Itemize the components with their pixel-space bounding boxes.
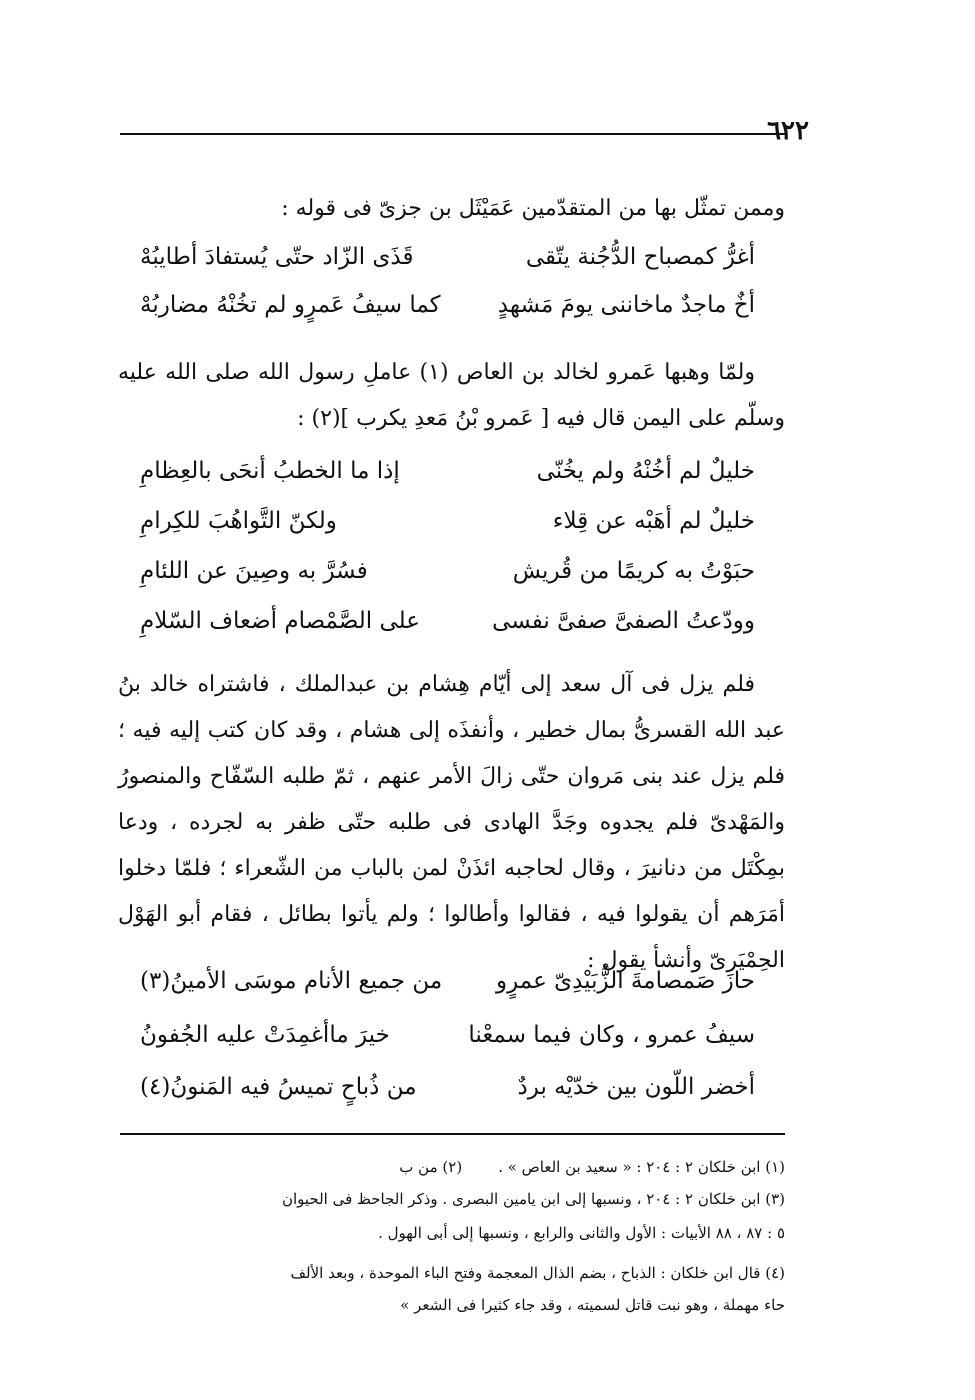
verse-first-hemistich: حبَوْتُ به كريمًا من قُريش — [512, 558, 755, 584]
verse-line — [140, 458, 785, 502]
page-number: ٦٢٢ — [767, 116, 809, 146]
verse-second-hemistich: على الصَّمْصام أضعاف السّلامِ — [140, 608, 421, 634]
verse-line — [140, 558, 785, 602]
verse-first-hemistich: خليلٌ لم أخُنْهُ ولم يخُنّى — [536, 458, 755, 484]
verse-line — [140, 244, 785, 288]
intro-line: وممن تمثّل بها من المتقدّمين عَمَيْثَل بن جزىّ فى قوله : — [281, 196, 785, 221]
verse-first-hemistich: خليلٌ لم أهَبْه عن قِلاء — [552, 508, 755, 534]
verse-first-hemistich: أخضر اللّون بين خدّيْه بردٌ — [517, 1074, 755, 1100]
footnote-line — [120, 1152, 785, 1182]
verse-second-hemistich: من جميع الأنام موسَى الأمينُ(٣) — [140, 968, 443, 994]
verse-line — [140, 292, 785, 336]
paragraph-1: ولمّا وهبها عَمرو لخالد بن العاص (١) عاملِ رسول الله صلى الله عليه وسلّم على اليمن قال فيه [ عَمرو بْنُ مَعدِ يكرب ](٢) : — [118, 360, 785, 431]
footnote-3-line-1: (٣) ابن خلكان ٢ : ٢٠٤ ، ونسبها إلى ابن يامين البصرى . وذكر الجاحظ فى الحيوان — [281, 1190, 785, 1208]
verse-second-hemistich: من ذُباحٍ تميسُ فيه المَنونُ(٤) — [140, 1074, 417, 1100]
verse-first-hemistich: أغرُّ كمصباح الدُّجُنة يتّقى — [525, 244, 755, 270]
verse-second-hemistich: إذا ما الخطبُ أنحَى بالعِظامِ — [140, 458, 400, 484]
footnote-2: (٢) من ب — [399, 1158, 463, 1176]
footnote-4-line-1: (٤) قال ابن خلكان : الذباح ، بضم الذال المعجمة وفتح الباء الموحدة ، وبعد الألف — [290, 1264, 785, 1282]
verse-line — [140, 508, 785, 552]
footnote-1: (١) ابن خلكان ٢ : ٢٠٤ : « سعيد بن العاص » . — [498, 1158, 785, 1176]
paragraph-2: فلم يزل فى آل سعد إلى أيّام هِشام بن عبدالملك ، فاشتراه خالد بنُ عبد الله القسرىُّ بمال خطير ، وأنفذَه إلى هشام ، وقد كان كتب إليه فيه ؛ فلم يزل عند بنى مَروان حتّى زالَ الأمر عنهم ، ثمّ طلبه السّفّاح والمنصورُ والمَهْدىّ فلم يجدوه وجَدَّ الهادى فى طلبه حتّى ظفر به لجرده ، ودعا بمِكْتَل من دنانيرَ ، وقال لحاجبه ائذَنْ لمن بالباب من الشّعراء ؛ فلمّا دخلوا أمَرَهم أن يقولوا فيه ، فقالوا وأطالوا ؛ ولم يأتوا بطائل ، فقام أبو الهَوْل الحِمْيَرىّ وأنشأ يقول : — [118, 672, 785, 973]
verse-second-hemistich: فسُرَّ به وصِينَ عن اللئامِ — [140, 558, 368, 584]
verse-second-hemistich: ولكنّ التَّواهُبَ للكِرامِ — [140, 508, 337, 534]
verse-second-hemistich: خيرَ ماأغمِدَتْ عليه الجُفونُ — [140, 1022, 390, 1048]
verse-line — [140, 968, 785, 1012]
verse-line — [140, 608, 785, 652]
header-rule — [120, 133, 785, 135]
verse-first-hemistich: وودّعتُ الصفىَّ صفىَّ نفسى — [492, 608, 755, 634]
verse-second-hemistich: كما سيفُ عَمرٍو لم تخُنْهُ مضاربُهْ — [140, 292, 441, 318]
verse-first-hemistich: حازَ صَمصامةَ الزُّبَيْدِىّ عمرٍو — [495, 968, 755, 994]
verse-line — [140, 1022, 785, 1066]
footnote-3-line-2: ٥ : ٨٧ ، ٨٨ الأبيات : الأول والثانى والرابع ، ونسبها إلى أبى الهول . — [378, 1224, 785, 1242]
verse-first-hemistich: سيفُ عمرو ، وكان فيما سمعْنا — [468, 1022, 755, 1048]
footnote-4-line-2: حاء مهملة ، وهو نبت قاتل لسميته ، وقد جاء كثيرا فى الشعر » — [400, 1296, 785, 1314]
verse-line — [140, 1074, 785, 1118]
verse-second-hemistich: قَذَى الزّاد حتّى يُستفادَ أطايبُهْ — [140, 244, 414, 270]
footnote-rule — [120, 1133, 785, 1135]
verse-first-hemistich: أخٌ ماجدٌ ماخاننى يومَ مَشهدٍ — [497, 292, 755, 318]
